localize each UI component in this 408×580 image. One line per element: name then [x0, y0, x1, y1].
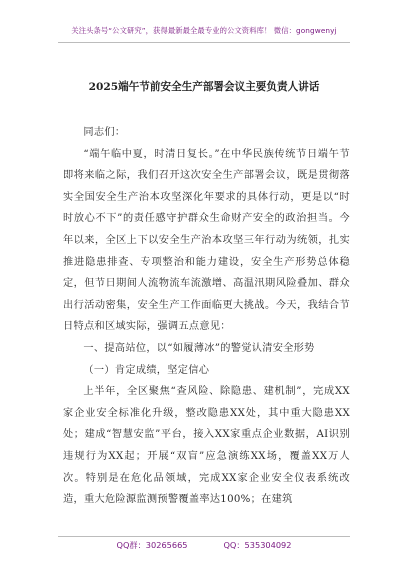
qq-number: QQ：535304092 [223, 540, 292, 550]
document-title: 2025端午节前安全生产部署会议主要负责人讲话 [88, 81, 320, 93]
greeting: 同志们： [83, 127, 126, 138]
header-banner: 关注头条号“公文研究”，获得最新最全最专业的公文资料库！ 微信：gongwenyj [71, 26, 337, 35]
qq-group: QQ群：30265665 [116, 540, 188, 550]
footer-divider [58, 536, 350, 537]
section-heading: 一、提高站位，以“如履薄冰”的警觉认清安全形势 [83, 342, 315, 354]
document-body [63, 122, 350, 511]
paragraph: 上半年，全区聚焦“查风险、除隐患、建机制”，完成XX家企业安全标准化升级，整改隐患XX处，其中重大隐患XX处；建成“智慧安监”平台，接入XX家重点企业数据，AI识别违规行为XX起；开展“双盲”应急演练XX场，覆盖XX万人次。特别是在危化品领域，完成XX家企业安全仪表系统改造，重大危险源监测预警覆盖率达100%；在建筑 [63, 386, 350, 506]
subsection-heading: （一）肯定成绩，坚定信心 [83, 364, 210, 376]
paragraph: “端午临中夏，时清日复长。”在中华民族传统节日端午节即将来临之际，我们召开这次安全生产部署会议，既是贯彻落实全国安全生产治本攻坚深化年要求的具体行动，更是以“时时放心不下”的责任感守护群众生命财产安全的政治担当。今年以来，全区上下以安全生产治本攻坚三年行动为统领，扎实推进隐患排查、专项整治和能力建设，安全生产形势总体稳定，但节日期间人流物流车流激增、高温汛期风险叠加、群众出行活动密集，安全生产工作面临更大挑战。今天，我结合节日特点和区域实际，强调五点意见： [63, 148, 350, 333]
footer-contact [0, 540, 408, 551]
header-divider [58, 42, 350, 43]
